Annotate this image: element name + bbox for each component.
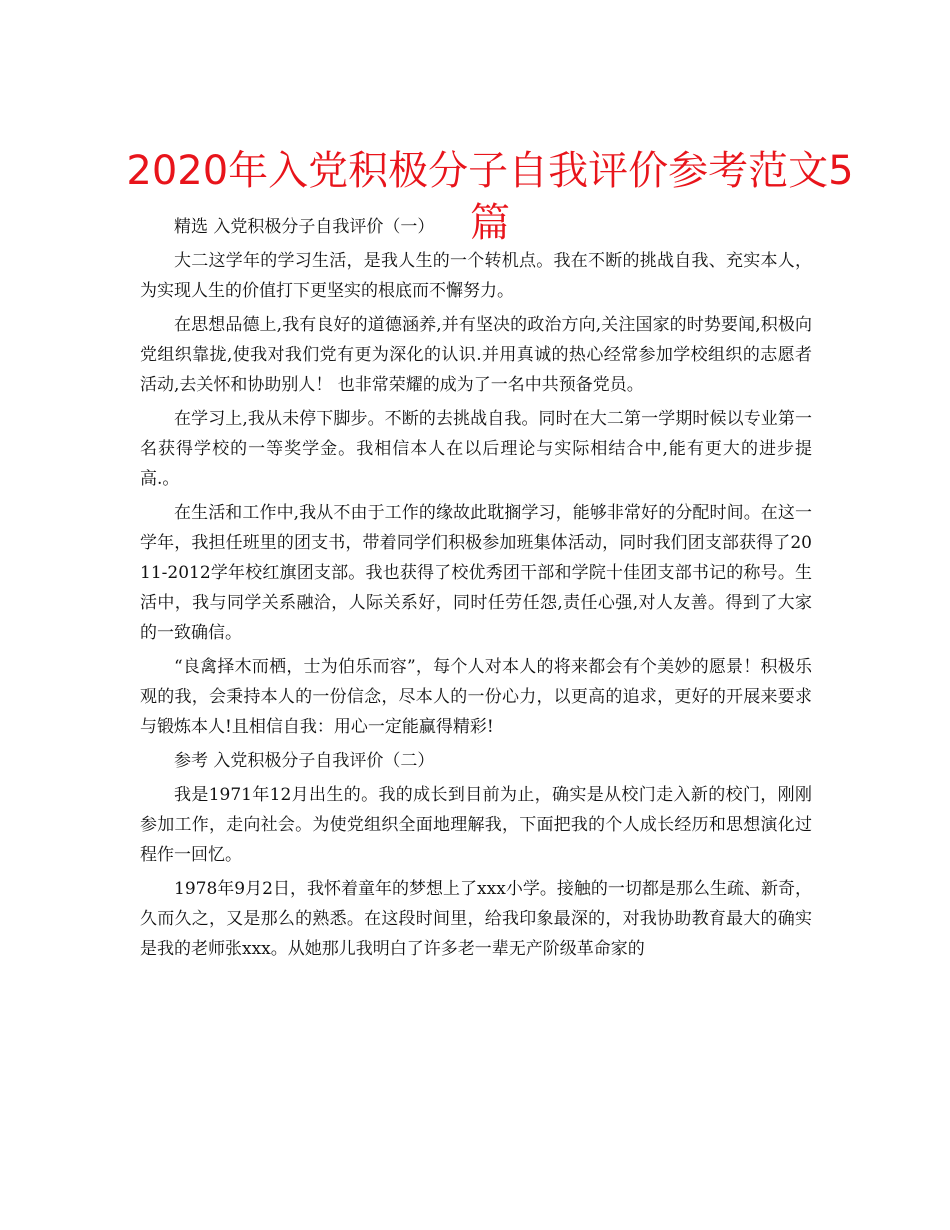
paragraph: 在生活和工作中,我从不由于工作的缘故此耽搁学习，能够非常好的分配时间。在这一学年，我担任班里的团支书，带着同学们积极参加班集体活动，同时我们团支部获得了2011-2012学年校红旗团支部。我也获得了校优秀团干部和学院十佳团支部书记的称号。生活中，我与同学关系融洽，人际关系好，同时任劳任怨,责任心强,对人友善。得到了大家的一致确信。 xyxy=(140,503,812,643)
section-heading: 参考 入党积极分子自我评价（二） xyxy=(174,751,435,771)
paragraph: 大二这学年的学习生活，是我人生的一个转机点。我在不断的挑战自我、充实本人，为实现人生的价值打下更坚实的根底而不懈努力。 xyxy=(140,251,812,301)
paragraph: “良禽择木而栖，士为伯乐而容”，每个人对本人的将来都会有个美妙的愿景！积极乐观的我，会秉持本人的一份信念，尽本人的一份心力，以更高的追求，更好的开展来要求与锻炼本人!且相信自我：用心一定能赢得精彩! xyxy=(140,657,812,737)
section-1 xyxy=(140,212,812,742)
document-title: 2020年入党积极分子自我评价参考范文5篇 xyxy=(126,147,854,246)
section-heading: 精选 入党积极分子自我评价（一） xyxy=(174,217,435,237)
paragraph: 1978年9月2日，我怀着童年的梦想上了xxx小学。接触的一切都是那么生疏、新奇，久而久之，又是那么的熟悉。在这段时间里，给我印象最深的，对我协助教育最大的确实是我的老师张xxx。从她那儿我明白了许多老一辈无产阶级革命家的 xyxy=(140,879,812,959)
section-2 xyxy=(140,746,812,964)
document-body xyxy=(140,212,812,968)
paragraph: 在学习上,我从未停下脚步。不断的去挑战自我。同时在大二第一学期时候以专业第一名获得学校的一等奖学金。我相信本人在以后理论与实际相结合中,能有更大的进步提高.。 xyxy=(140,409,812,489)
paragraph: 我是1971年12月出生的。我的成长到目前为止，确实是从校门走入新的校门，刚刚参加工作，走向社会。为使党组织全面地理解我，下面把我的个人成长经历和思想演化过程作一回忆。 xyxy=(140,785,812,865)
paragraph: 在思想品德上,我有良好的道德涵养,并有坚决的政治方向,关注国家的时势要闻,积极向党组织靠拢,使我对我们党有更为深化的认识.并用真诚的热心经常参加学校组织的志愿者活动,去关怀和协助别人！ 也非常荣耀的成为了一名中共预备党员。 xyxy=(140,315,812,395)
